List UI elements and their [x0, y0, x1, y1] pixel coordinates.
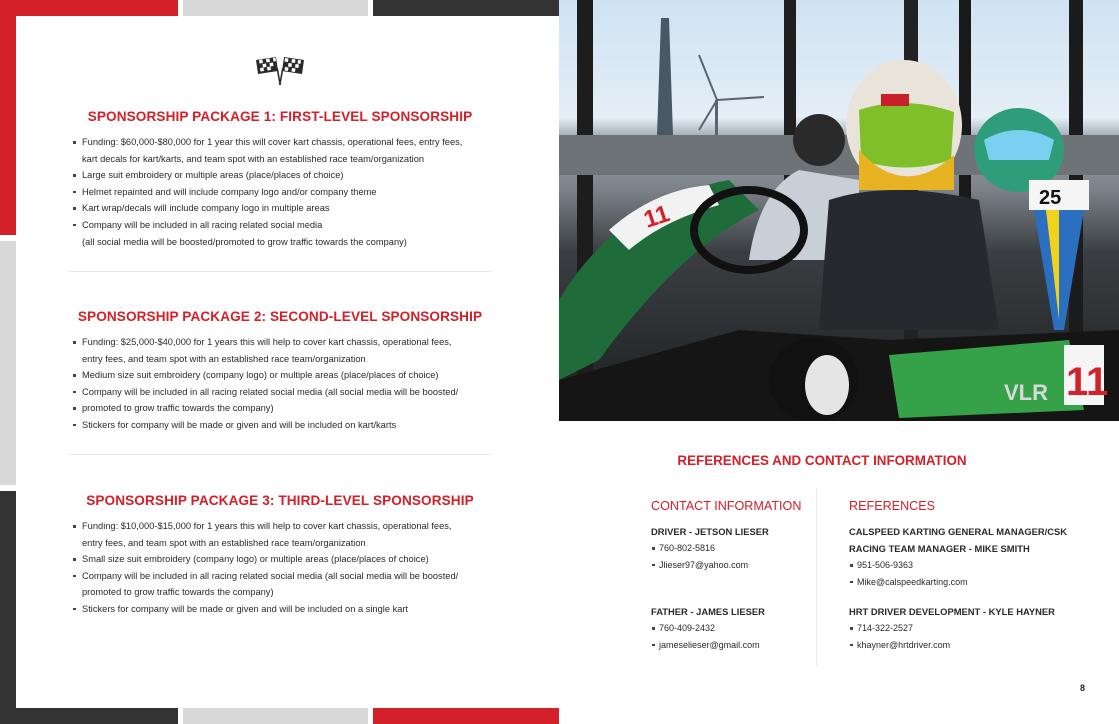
package-item: Small size suit embroidery (company logo) or multiple areas (place/places of choice): [82, 551, 492, 568]
column-divider: [816, 488, 817, 666]
kart-brand-decal: VLR: [1004, 380, 1048, 405]
contact-father: [651, 603, 765, 654]
checkered-flags-icon: [254, 54, 306, 86]
karting-photo: [559, 0, 1119, 421]
reference-hrt: [849, 603, 1055, 654]
package-item: Helmet repainted and will include company logo and/or company theme: [82, 184, 492, 201]
email-link[interactable]: Mike@calspeedkarting.com: [857, 574, 1067, 591]
frame-bottom-dark: [0, 708, 178, 724]
references-heading: REFERENCES: [849, 499, 936, 513]
frame-bottom-red: [373, 708, 559, 724]
frame-left-red: [0, 0, 16, 235]
package-title: SPONSORSHIP PACKAGE 1: FIRST-LEVEL SPONSORSHIP: [87, 109, 473, 124]
package-items: [68, 134, 492, 250]
email-link[interactable]: khayner@hrtdriver.com: [857, 637, 1055, 654]
package-items: [68, 334, 492, 434]
karting-photo-illustration: [559, 0, 1119, 421]
phone-number[interactable]: 714-322-2527: [857, 620, 1055, 637]
kart-number-25: 25: [1039, 187, 1062, 209]
contact-driver: [651, 523, 769, 574]
package-item: Company will be included in all racing related social media (all social media will be boosted/: [82, 568, 492, 585]
frame-left-dark: [0, 491, 16, 724]
package-item: Medium size suit embroidery (company logo) or multiple areas (place/places of choice): [82, 367, 492, 384]
package-title: SPONSORSHIP PACKAGE 3: THIRD-LEVEL SPONSORSHIP: [86, 493, 474, 508]
section-divider: [68, 271, 492, 272]
references-section-title: REFERENCES AND CONTACT INFORMATION: [677, 453, 967, 468]
package-item: Large suit embroidery or multiple areas (place/places of choice): [82, 167, 492, 184]
package-title: SPONSORSHIP PACKAGE 2: SECOND-LEVEL SPONSORSHIP: [77, 309, 483, 324]
kart-number-11-rear: 11: [1066, 360, 1109, 404]
package-item: Kart wrap/decals will include company logo in multiple areas: [82, 200, 492, 217]
frame-top-gray: [183, 0, 368, 16]
email-link[interactable]: jameselieser@gmail.com: [659, 637, 765, 654]
package-item: kart decals for kart/karts, and team spot with an established race team/organization: [82, 153, 425, 164]
frame-bottom-gray: [183, 708, 368, 724]
email-link[interactable]: Jlieser97@yahoo.com: [659, 557, 769, 574]
package-item: Company will be included in all racing related social media (all social media will be boosted/: [82, 384, 492, 401]
phone-number[interactable]: 951-506-9363: [857, 557, 1067, 574]
package-item: entry fees, and team spot with an established race team/organization: [82, 353, 366, 364]
package-item: Company will be included in all racing related social media: [82, 217, 492, 234]
reference-name-line2: RACING TEAM MANAGER - MIKE SMITH: [849, 543, 1030, 554]
contact-info-heading: CONTACT INFORMATION: [651, 499, 802, 513]
frame-top-red: [0, 0, 178, 16]
package-item: promoted to grow traffic towards the company): [82, 400, 492, 417]
contact-name: DRIVER - JETSON LIESER: [651, 526, 769, 537]
reference-name: HRT DRIVER DEVELOPMENT - KYLE HAYNER: [849, 606, 1055, 617]
reference-name: CALSPEED KARTING GENERAL MANAGER/CSK: [849, 526, 1068, 537]
package-item: promoted to grow traffic towards the company): [82, 587, 274, 598]
package-item: Stickers for company will be made or given and will be included on a single kart: [82, 601, 492, 618]
package-item: entry fees, and team spot with an established race team/organization: [82, 537, 366, 548]
page-number: 8: [1080, 683, 1086, 693]
package-items: [68, 518, 492, 618]
left-page: [16, 16, 559, 708]
reference-calspeed: [849, 523, 1067, 591]
package-item: Stickers for company will be made or given and will be included on kart/karts: [82, 417, 492, 434]
kart-number-11: 11: [640, 200, 673, 234]
frame-left-gray: [0, 241, 16, 485]
package-1: [68, 109, 492, 250]
package-2: [68, 309, 492, 434]
frame-top-dark: [373, 0, 559, 16]
package-item: Funding: $25,000-$40,000 for 1 years this will help to cover kart chassis, operational fees,: [82, 334, 492, 351]
contact-name: FATHER - JAMES LIESER: [651, 606, 765, 617]
section-divider: [68, 454, 492, 455]
phone-number[interactable]: 760-802-5816: [659, 540, 769, 557]
package-item: Funding: $10,000-$15,000 for 1 years this will help to cover kart chassis, operational fees,: [82, 518, 492, 535]
package-item: (all social media will be boosted/promoted to grow traffic towards the company): [82, 236, 407, 247]
phone-number[interactable]: 760-409-2432: [659, 620, 765, 637]
package-item: Funding: $60,000-$80,000 for 1 year this will cover kart chassis, operational fees, entry fees,: [82, 134, 492, 151]
package-3: [68, 493, 492, 618]
